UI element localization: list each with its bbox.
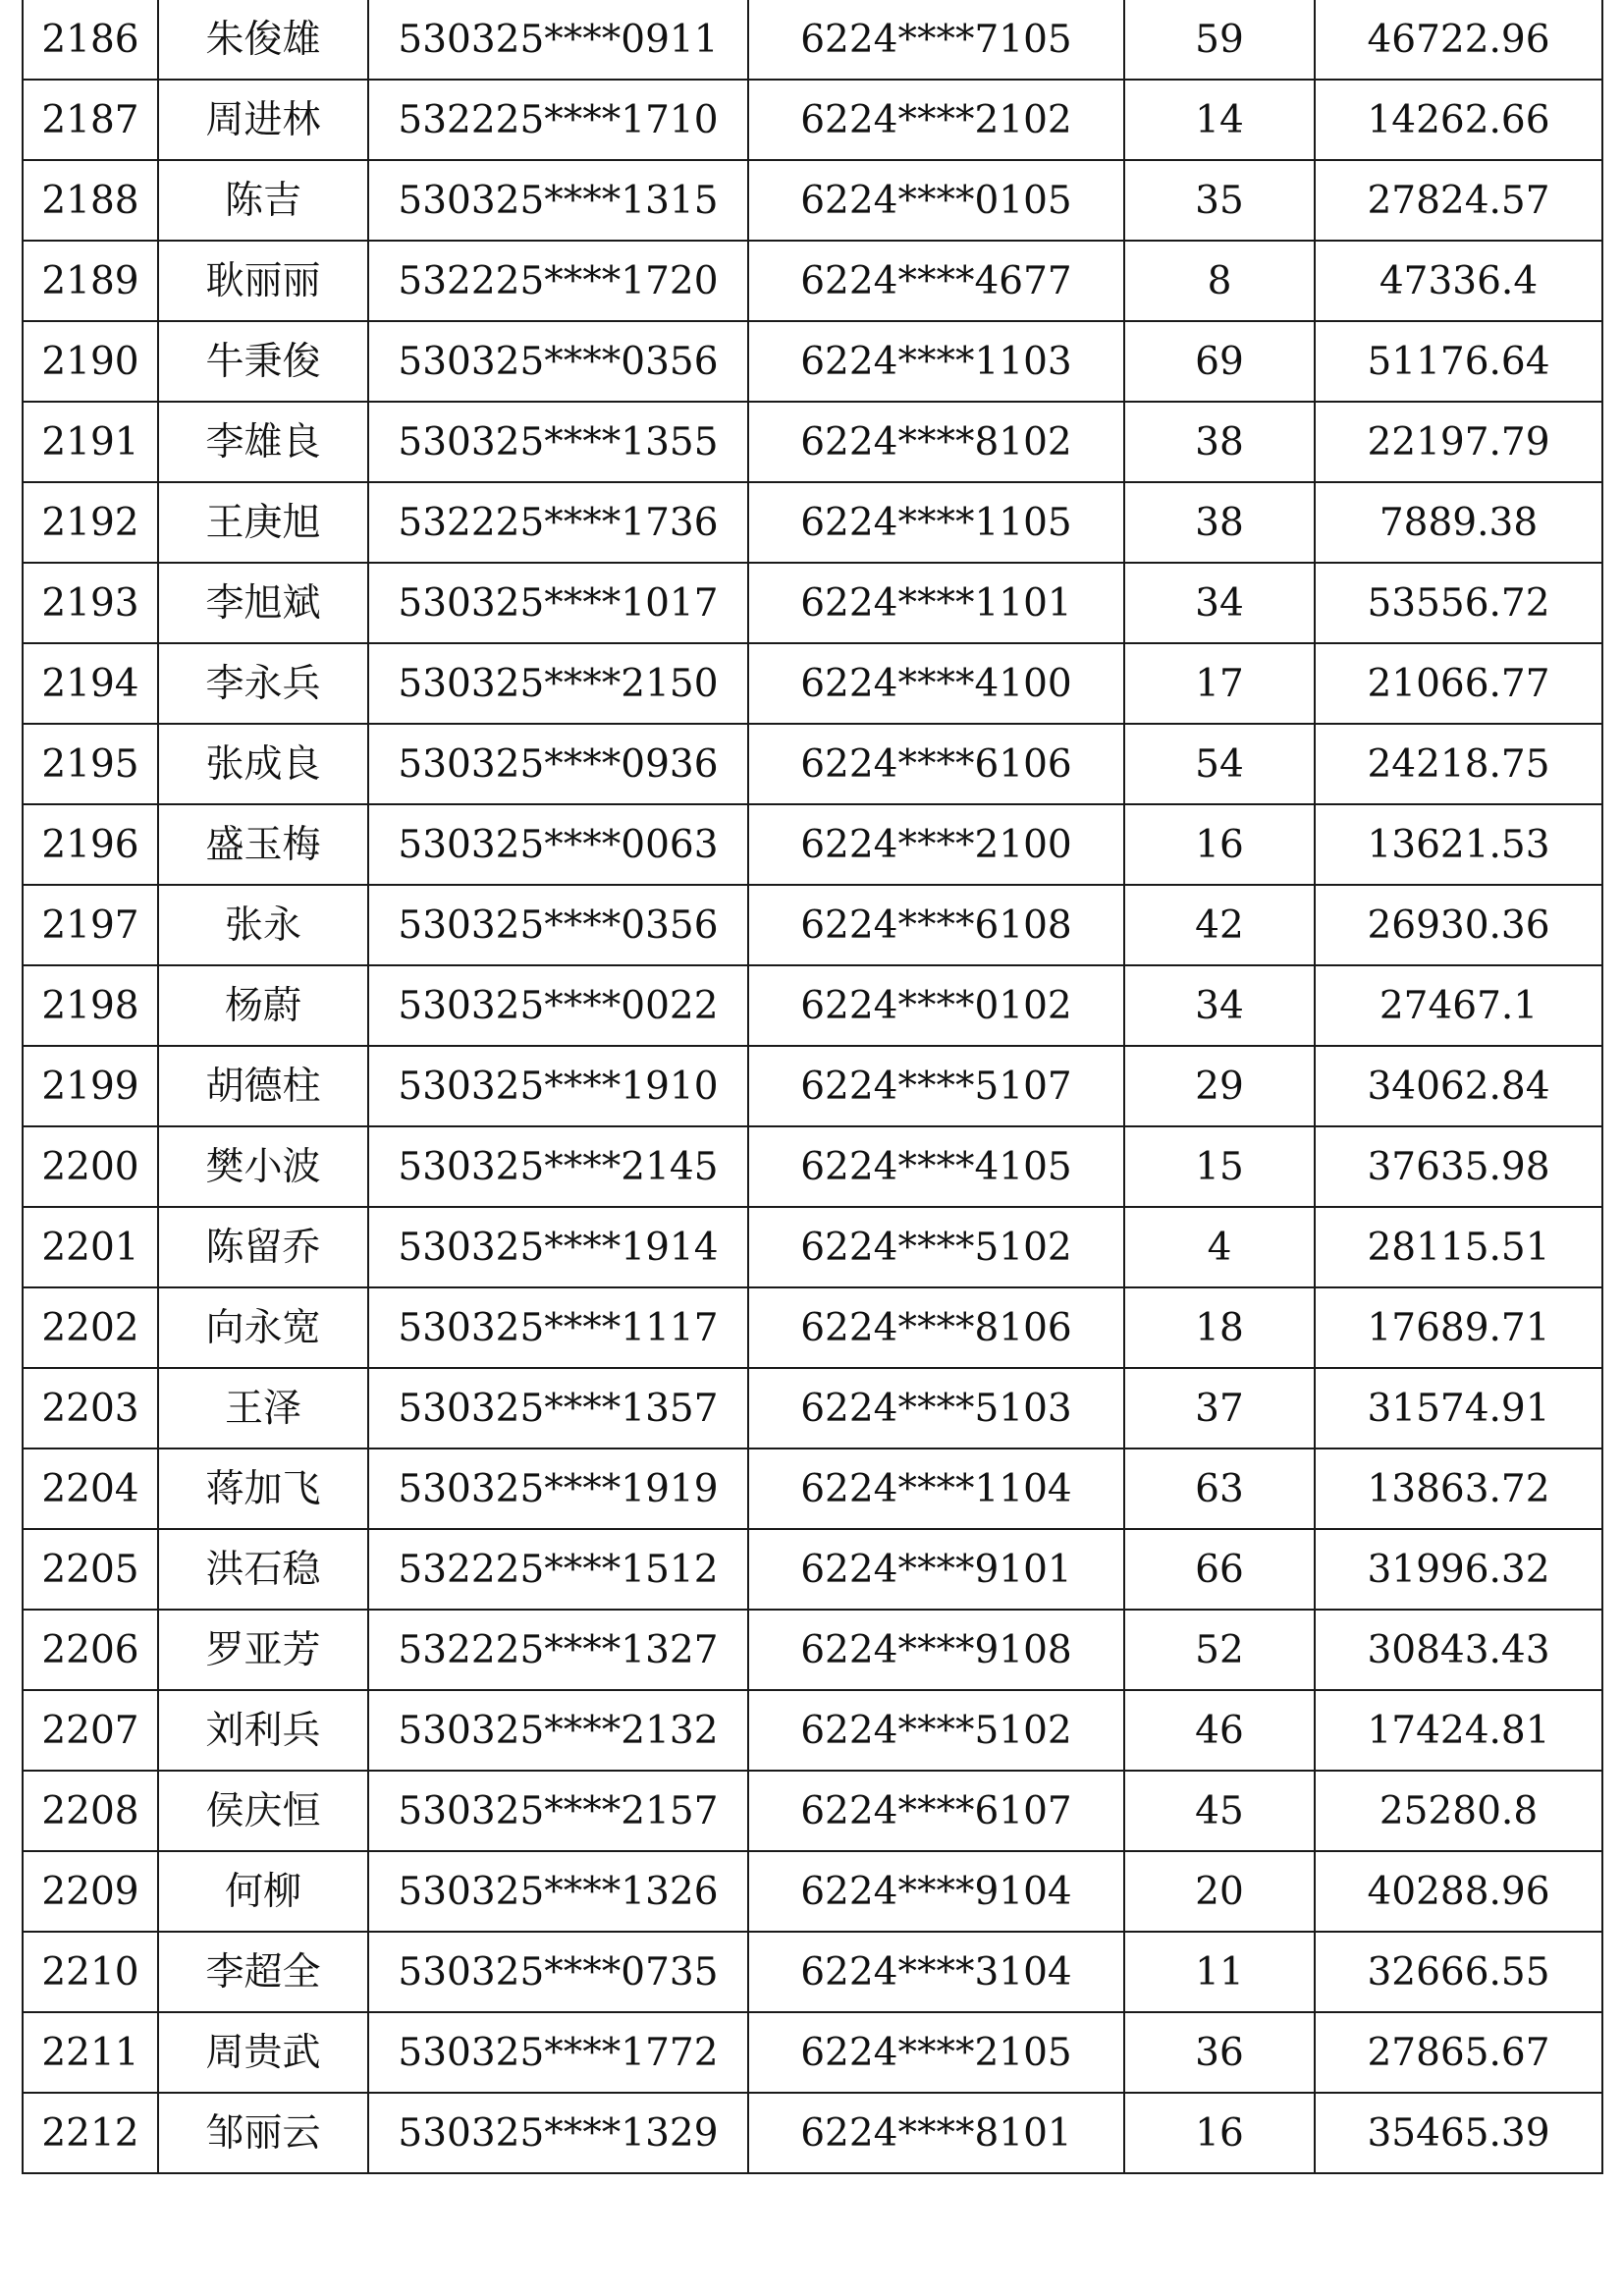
table-row (23, 2012, 1602, 2093)
name-cell: 李旭斌 (158, 563, 368, 643)
name-cell: 盛玉梅 (158, 804, 368, 885)
amount-cell: 13621.53 (1315, 804, 1602, 885)
table-row (23, 1368, 1602, 1449)
table-row (23, 1610, 1602, 1690)
row-number-cell: 2197 (23, 885, 158, 965)
row-number-cell: 2189 (23, 241, 158, 321)
roster-table (22, 0, 1603, 2174)
name-cell: 蒋加飞 (158, 1449, 368, 1529)
amount-cell: 31574.91 (1315, 1368, 1602, 1449)
name-cell: 耿丽丽 (158, 241, 368, 321)
amount-cell: 17689.71 (1315, 1287, 1602, 1368)
card-number-cell: 6224****8106 (748, 1287, 1124, 1368)
id-number-cell: 530325****1326 (368, 1851, 748, 1932)
id-number-cell: 532225****1512 (368, 1529, 748, 1610)
card-number-cell: 6224****6107 (748, 1771, 1124, 1851)
table-row (23, 241, 1602, 321)
count-cell: 38 (1124, 482, 1315, 563)
card-number-cell: 6224****1101 (748, 563, 1124, 643)
amount-cell: 22197.79 (1315, 402, 1602, 482)
row-number-cell: 2195 (23, 724, 158, 804)
name-cell: 李永兵 (158, 643, 368, 724)
id-number-cell: 530325****0063 (368, 804, 748, 885)
id-number-cell: 530325****1315 (368, 160, 748, 241)
amount-cell: 53556.72 (1315, 563, 1602, 643)
document-page (22, 0, 1601, 2174)
count-cell: 16 (1124, 804, 1315, 885)
count-cell: 37 (1124, 1368, 1315, 1449)
card-number-cell: 6224****7105 (748, 0, 1124, 80)
count-cell: 4 (1124, 1207, 1315, 1287)
name-cell: 王庚旭 (158, 482, 368, 563)
table-row (23, 321, 1602, 402)
id-number-cell: 532225****1710 (368, 80, 748, 160)
name-cell: 朱俊雄 (158, 0, 368, 80)
table-row (23, 80, 1602, 160)
count-cell: 35 (1124, 160, 1315, 241)
card-number-cell: 6224****4105 (748, 1126, 1124, 1207)
card-number-cell: 6224****5103 (748, 1368, 1124, 1449)
id-number-cell: 530325****0022 (368, 965, 748, 1046)
table-row (23, 1126, 1602, 1207)
count-cell: 45 (1124, 1771, 1315, 1851)
row-number-cell: 2198 (23, 965, 158, 1046)
card-number-cell: 6224****1103 (748, 321, 1124, 402)
amount-cell: 24218.75 (1315, 724, 1602, 804)
card-number-cell: 6224****1104 (748, 1449, 1124, 1529)
id-number-cell: 530325****0911 (368, 0, 748, 80)
name-cell: 张成良 (158, 724, 368, 804)
id-number-cell: 532225****1736 (368, 482, 748, 563)
name-cell: 刘利兵 (158, 1690, 368, 1771)
id-number-cell: 530325****0735 (368, 1932, 748, 2012)
table-row (23, 724, 1602, 804)
count-cell: 14 (1124, 80, 1315, 160)
table-row (23, 1771, 1602, 1851)
row-number-cell: 2209 (23, 1851, 158, 1932)
name-cell: 洪石稳 (158, 1529, 368, 1610)
card-number-cell: 6224****0105 (748, 160, 1124, 241)
name-cell: 周进林 (158, 80, 368, 160)
table-row (23, 1449, 1602, 1529)
card-number-cell: 6224****3104 (748, 1932, 1124, 2012)
name-cell: 陈留乔 (158, 1207, 368, 1287)
row-number-cell: 2211 (23, 2012, 158, 2093)
name-cell: 向永宽 (158, 1287, 368, 1368)
card-number-cell: 6224****9108 (748, 1610, 1124, 1690)
id-number-cell: 530325****2132 (368, 1690, 748, 1771)
name-cell: 周贵武 (158, 2012, 368, 2093)
count-cell: 15 (1124, 1126, 1315, 1207)
card-number-cell: 6224****8102 (748, 402, 1124, 482)
row-number-cell: 2206 (23, 1610, 158, 1690)
amount-cell: 7889.38 (1315, 482, 1602, 563)
count-cell: 34 (1124, 563, 1315, 643)
table-row (23, 965, 1602, 1046)
count-cell: 8 (1124, 241, 1315, 321)
id-number-cell: 530325****1117 (368, 1287, 748, 1368)
amount-cell: 17424.81 (1315, 1690, 1602, 1771)
id-number-cell: 530325****1355 (368, 402, 748, 482)
name-cell: 樊小波 (158, 1126, 368, 1207)
row-number-cell: 2186 (23, 0, 158, 80)
id-number-cell: 530325****1329 (368, 2093, 748, 2173)
name-cell: 李超全 (158, 1932, 368, 2012)
amount-cell: 34062.84 (1315, 1046, 1602, 1126)
count-cell: 52 (1124, 1610, 1315, 1690)
row-number-cell: 2212 (23, 2093, 158, 2173)
card-number-cell: 6224****5107 (748, 1046, 1124, 1126)
row-number-cell: 2201 (23, 1207, 158, 1287)
count-cell: 29 (1124, 1046, 1315, 1126)
name-cell: 李雄良 (158, 402, 368, 482)
card-number-cell: 6224****1105 (748, 482, 1124, 563)
table-row (23, 160, 1602, 241)
count-cell: 54 (1124, 724, 1315, 804)
id-number-cell: 530325****1772 (368, 2012, 748, 2093)
card-number-cell: 6224****9104 (748, 1851, 1124, 1932)
amount-cell: 46722.96 (1315, 0, 1602, 80)
count-cell: 17 (1124, 643, 1315, 724)
card-number-cell: 6224****8101 (748, 2093, 1124, 2173)
name-cell: 罗亚芳 (158, 1610, 368, 1690)
card-number-cell: 6224****4100 (748, 643, 1124, 724)
row-number-cell: 2194 (23, 643, 158, 724)
row-number-cell: 2203 (23, 1368, 158, 1449)
amount-cell: 47336.4 (1315, 241, 1602, 321)
row-number-cell: 2204 (23, 1449, 158, 1529)
amount-cell: 27467.1 (1315, 965, 1602, 1046)
row-number-cell: 2193 (23, 563, 158, 643)
card-number-cell: 6224****6108 (748, 885, 1124, 965)
table-row (23, 804, 1602, 885)
count-cell: 36 (1124, 2012, 1315, 2093)
amount-cell: 27824.57 (1315, 160, 1602, 241)
row-number-cell: 2187 (23, 80, 158, 160)
count-cell: 11 (1124, 1932, 1315, 2012)
count-cell: 46 (1124, 1690, 1315, 1771)
row-number-cell: 2188 (23, 160, 158, 241)
id-number-cell: 530325****1017 (368, 563, 748, 643)
amount-cell: 28115.51 (1315, 1207, 1602, 1287)
amount-cell: 27865.67 (1315, 2012, 1602, 2093)
id-number-cell: 530325****1357 (368, 1368, 748, 1449)
card-number-cell: 6224****0102 (748, 965, 1124, 1046)
amount-cell: 30843.43 (1315, 1610, 1602, 1690)
card-number-cell: 6224****9101 (748, 1529, 1124, 1610)
id-number-cell: 530325****0936 (368, 724, 748, 804)
table-row (23, 1287, 1602, 1368)
table-row (23, 1932, 1602, 2012)
table-row (23, 1046, 1602, 1126)
table-row (23, 1851, 1602, 1932)
count-cell: 42 (1124, 885, 1315, 965)
row-number-cell: 2190 (23, 321, 158, 402)
table-row (23, 1207, 1602, 1287)
roster-table-body (23, 0, 1602, 2173)
name-cell: 王泽 (158, 1368, 368, 1449)
id-number-cell: 530325****2145 (368, 1126, 748, 1207)
row-number-cell: 2210 (23, 1932, 158, 2012)
id-number-cell: 530325****0356 (368, 885, 748, 965)
amount-cell: 21066.77 (1315, 643, 1602, 724)
amount-cell: 14262.66 (1315, 80, 1602, 160)
row-number-cell: 2192 (23, 482, 158, 563)
count-cell: 69 (1124, 321, 1315, 402)
table-row (23, 885, 1602, 965)
table-row (23, 402, 1602, 482)
row-number-cell: 2208 (23, 1771, 158, 1851)
count-cell: 66 (1124, 1529, 1315, 1610)
name-cell: 陈吉 (158, 160, 368, 241)
id-number-cell: 530325****1914 (368, 1207, 748, 1287)
id-number-cell: 532225****1327 (368, 1610, 748, 1690)
row-number-cell: 2205 (23, 1529, 158, 1610)
id-number-cell: 530325****2157 (368, 1771, 748, 1851)
row-number-cell: 2202 (23, 1287, 158, 1368)
amount-cell: 13863.72 (1315, 1449, 1602, 1529)
id-number-cell: 530325****1919 (368, 1449, 748, 1529)
table-row (23, 482, 1602, 563)
row-number-cell: 2207 (23, 1690, 158, 1771)
name-cell: 侯庆恒 (158, 1771, 368, 1851)
row-number-cell: 2196 (23, 804, 158, 885)
row-number-cell: 2199 (23, 1046, 158, 1126)
count-cell: 18 (1124, 1287, 1315, 1368)
card-number-cell: 6224****4677 (748, 241, 1124, 321)
amount-cell: 35465.39 (1315, 2093, 1602, 2173)
card-number-cell: 6224****2105 (748, 2012, 1124, 2093)
table-row (23, 563, 1602, 643)
id-number-cell: 530325****1910 (368, 1046, 748, 1126)
amount-cell: 26930.36 (1315, 885, 1602, 965)
count-cell: 38 (1124, 402, 1315, 482)
table-row (23, 2093, 1602, 2173)
count-cell: 20 (1124, 1851, 1315, 1932)
card-number-cell: 6224****2102 (748, 80, 1124, 160)
table-row (23, 0, 1602, 80)
name-cell: 张永 (158, 885, 368, 965)
name-cell: 胡德柱 (158, 1046, 368, 1126)
count-cell: 63 (1124, 1449, 1315, 1529)
count-cell: 34 (1124, 965, 1315, 1046)
row-number-cell: 2191 (23, 402, 158, 482)
id-number-cell: 530325****2150 (368, 643, 748, 724)
card-number-cell: 6224****5102 (748, 1690, 1124, 1771)
table-row (23, 643, 1602, 724)
name-cell: 何柳 (158, 1851, 368, 1932)
card-number-cell: 6224****5102 (748, 1207, 1124, 1287)
amount-cell: 32666.55 (1315, 1932, 1602, 2012)
table-row (23, 1690, 1602, 1771)
card-number-cell: 6224****6106 (748, 724, 1124, 804)
amount-cell: 40288.96 (1315, 1851, 1602, 1932)
amount-cell: 51176.64 (1315, 321, 1602, 402)
name-cell: 杨蔚 (158, 965, 368, 1046)
table-row (23, 1529, 1602, 1610)
amount-cell: 31996.32 (1315, 1529, 1602, 1610)
card-number-cell: 6224****2100 (748, 804, 1124, 885)
count-cell: 59 (1124, 0, 1315, 80)
amount-cell: 25280.8 (1315, 1771, 1602, 1851)
name-cell: 邹丽云 (158, 2093, 368, 2173)
id-number-cell: 530325****0356 (368, 321, 748, 402)
id-number-cell: 532225****1720 (368, 241, 748, 321)
row-number-cell: 2200 (23, 1126, 158, 1207)
count-cell: 16 (1124, 2093, 1315, 2173)
amount-cell: 37635.98 (1315, 1126, 1602, 1207)
name-cell: 牛秉俊 (158, 321, 368, 402)
